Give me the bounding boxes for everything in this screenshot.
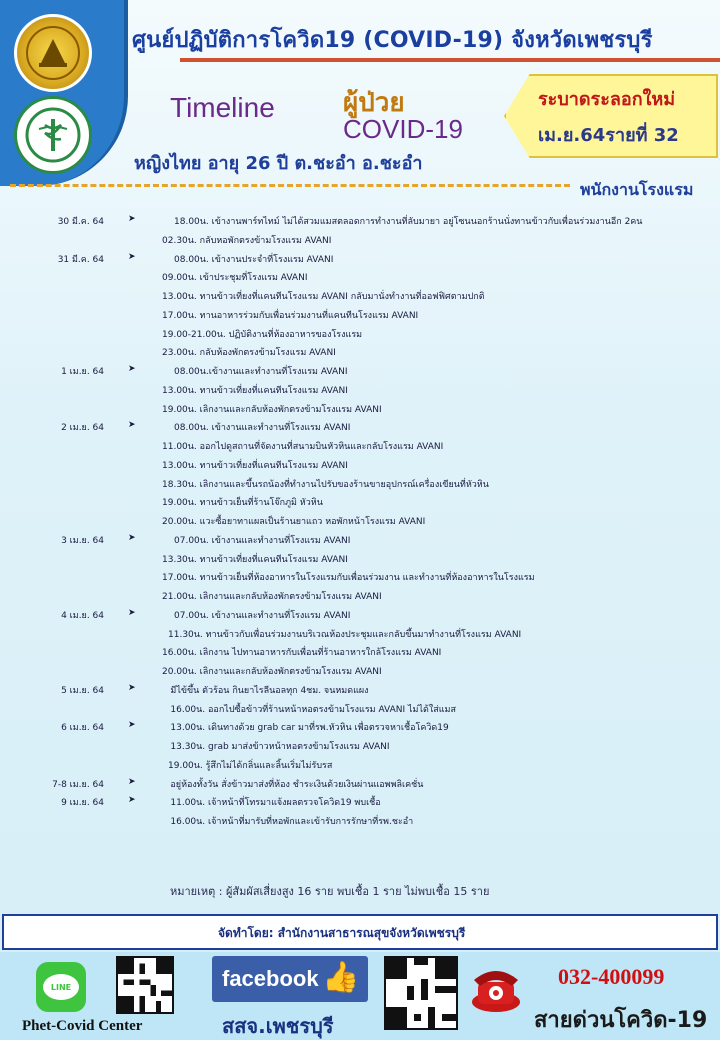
timeline-date: 31 มี.ค. 64 xyxy=(57,254,104,265)
timeline-row xyxy=(0,252,720,270)
page-title: ศูนย์ปฏิบัติการโควิด19 (COVID-19) จังหวัดเพชรบุรี xyxy=(132,28,653,53)
hotline-number[interactable]: 032-400099 xyxy=(558,964,665,989)
timeline-date: 1 เม.ย. 64 xyxy=(61,367,104,377)
timeline-row xyxy=(0,289,720,307)
timeline-event: 08.00น. เข้างานประจำที่โรงแรม AVANI xyxy=(174,254,334,265)
province-seal-icon xyxy=(14,14,92,92)
timeline-row xyxy=(0,758,720,776)
timeline-date: 6 เม.ย. 64 xyxy=(61,723,104,734)
timeline-date: 7-8 เม.ย. 64 xyxy=(52,779,104,790)
arrow-right-icon: ➤ xyxy=(128,251,136,262)
timeline-row xyxy=(0,683,720,701)
timeline-event: 13.00น. ทานข้าวเที่ยงที่แคนทีนโรงแรม AVANI กลับมานั่งทำงานที่ออฟฟิศตามปกติ xyxy=(162,292,485,302)
facebook-qr-code-icon[interactable] xyxy=(384,956,458,1030)
case-badge-number: เม.ย.64รายที่ 32 xyxy=(538,125,679,146)
header-divider xyxy=(10,184,570,187)
timeline-event: 21.00น. เลิกงานและกลับห้องพักตรงข้ามโรงแรม AVANI xyxy=(162,592,382,602)
timeline-row xyxy=(0,514,720,532)
timeline-row xyxy=(0,495,720,513)
timeline-date: 2 เม.ย. 64 xyxy=(61,423,104,434)
arrow-right-icon: ➤ xyxy=(128,532,136,543)
arrow-right-icon: ➤ xyxy=(128,720,136,731)
line-account-label: Phet-Covid Center xyxy=(22,1018,143,1034)
timeline-event: 16.00น. ออกไปซื้อข้าวที่ร้านหน้าหอตรงข้ามโรงแรม AVANI ไม่ได้ใส่แมส xyxy=(170,704,456,715)
timeline-row xyxy=(0,477,720,495)
timeline-event: 18.00น. เข้างานพาร์ทไทม์ ไม่ได้สวมแมสตลอดการทำงานที่ลับมายา อยู่โซนนอกร้านนั่งทานข้าวกับเพื่อนร่วมงานอีก 2คน xyxy=(174,217,643,227)
line-icon-text: LINE xyxy=(43,974,79,1000)
timeline-event: 13.30น. grab มาส่งข้าวหน้าหอตรงข้ามโรงแรม AVANI xyxy=(170,742,390,752)
timeline-event: 16.00น. เลิกงาน ไปทานอาหารกับเพื่อนที่ร้านอาหารใกล้โรงแรม AVANI xyxy=(162,648,442,659)
timeline-event: 11.00น. ออกไปดูสถานที่จัดงานที่สนามบินหัวหินและกลับโรงแรม AVANI xyxy=(162,442,444,452)
patient-occupation: พนักงานโรงแรม xyxy=(580,180,694,199)
hotline-label: สายด่วนโควิด-19 xyxy=(534,1008,708,1033)
timeline-date: 9 เม.ย. 64 xyxy=(61,798,104,809)
timeline-row xyxy=(0,233,720,251)
timeline-date: 30 มี.ค. 64 xyxy=(57,217,104,227)
timeline-event: 16.00น. เจ้าหน้าที่มารับที่หอพักและเข้ารับการรักษาที่รพ.ชะอำ xyxy=(170,817,414,827)
timeline-heading: Timeline xyxy=(170,92,275,123)
timeline-row xyxy=(0,795,720,813)
timeline-event: อยู่ห้องทั้งวัน สั่งข้าวมาส่งที่ห้อง ชำระเงินด้วยเงินผ่านแอพพลิเคชั่น xyxy=(170,779,424,790)
timeline-event: 02.30น. กลับหอพักตรงข้ามโรงแรม AVANI xyxy=(162,235,332,246)
timeline-event: 19.00-21.00น. ปฏิบัติงานที่ห้องอาหารของโรงแรม xyxy=(162,329,363,340)
arrow-right-icon: ➤ xyxy=(128,364,136,374)
timeline-row xyxy=(0,627,720,645)
facebook-logo[interactable]: facebook xyxy=(212,956,368,1002)
case-badge-wave: ระบาดระลอกใหม่ xyxy=(538,89,676,110)
arrow-right-icon: ➤ xyxy=(128,420,136,431)
timeline-event: 11.30น. ทานข้าวกับเพื่อนร่วมงานบริเวณห้องประชุมและกลับขึ้นมาทำงานที่โรงแรม AVANI xyxy=(168,629,522,640)
timeline-row xyxy=(0,345,720,363)
timeline-row xyxy=(0,664,720,682)
timeline-row xyxy=(0,739,720,757)
line-qr-code-icon[interactable] xyxy=(116,956,174,1014)
timeline-event: 08.00น. เข้างานและทำงานที่โรงแรม AVANI xyxy=(174,423,351,434)
timeline-event: 11.00น. เจ้าหน้าที่โทรมาแจ้งผลตรวจโควิด19 พบเชื้อ xyxy=(170,798,381,809)
timeline-row xyxy=(0,383,720,401)
thumbs-up-icon: 👍 xyxy=(322,960,360,995)
timeline-event: 20.00น. แวะซื้อยาทาแผลเป็นร้านยาแถว หอพักหน้าโรงแรม AVANI xyxy=(162,517,426,527)
patient-description: หญิงไทย อายุ 26 ปี ต.ชะอำ อ.ชะอำ xyxy=(134,153,423,174)
timeline-row xyxy=(0,308,720,326)
timeline-event: มีไข้ขึ้น ตัวร้อน กินยาไรลีนอลทุก 4ชม. จนหมดแผง xyxy=(170,685,369,696)
credit-box: จัดทำโดย: สำนักงานสาธารณสุขจังหวัดเพชรบุรี xyxy=(2,914,718,950)
timeline-event: 19.00น. รู้สึกไม่ได้กลิ่นและลิ้นเริ่มไม่รับรส xyxy=(168,760,333,771)
timeline-event: 13.00น. ทานข้าวเที่ยงที่แคนทีนโรงแรม AVANI xyxy=(162,460,348,471)
ministry-of-public-health-seal-icon xyxy=(14,96,92,174)
timeline-event: 19.00น. ทานข้าวเย็นที่ร้านโจ๊กภูมิ หัวหิน xyxy=(162,498,323,509)
arrow-right-icon: ➤ xyxy=(128,776,136,787)
timeline-date: 3 เม.ย. 64 xyxy=(61,535,104,546)
telephone-icon xyxy=(468,962,524,1014)
timeline-row xyxy=(0,777,720,795)
timeline-date: 5 เม.ย. 64 xyxy=(61,685,104,696)
title-underline xyxy=(180,58,720,62)
timeline-row xyxy=(0,420,720,438)
timeline-row xyxy=(0,720,720,738)
timeline-row xyxy=(0,589,720,607)
arrow-right-icon: ➤ xyxy=(128,214,136,224)
patient-heading-covid: COVID-19 xyxy=(343,114,463,144)
timeline-row xyxy=(0,270,720,288)
timeline-date: 4 เม.ย. 64 xyxy=(61,610,104,621)
timeline-event: 08.00น.เข้างานและทำงานที่โรงแรม AVANI xyxy=(174,367,348,377)
timeline-row xyxy=(0,439,720,457)
timeline-row xyxy=(0,552,720,570)
timeline-event: 19.00น. เลิกงานและกลับห้องพักตรงข้ามโรงแรม AVANI xyxy=(162,404,382,415)
timeline-row xyxy=(0,458,720,476)
timeline-row xyxy=(0,214,720,232)
timeline-event: 13.00น. เดินทางด้วย grab car มาที่รพ.หัวหิน เพื่อตรวจหาเชื้อโควิด19 xyxy=(170,723,449,734)
timeline-event: 07.00น. เข้างานและทำงานที่โรงแรม AVANI xyxy=(174,535,351,546)
timeline-event: 09.00น. เข้าประชุมที่โรงแรม AVANI xyxy=(162,273,308,284)
timeline-row xyxy=(0,608,720,626)
timeline-row xyxy=(0,702,720,720)
facebook-page-label: สสจ.เพชรบุรี xyxy=(222,1014,334,1038)
timeline-event: 23.00น. กลับห้องพักตรงข้ามโรงแรม AVANI xyxy=(162,348,336,359)
timeline-event: 18.30น. เลิกงานและขึ้นรถน้องที่ทำงานไปรับของร้านขายอุปกรณ์เครื่องเขียนที่หัวหิน xyxy=(162,479,489,490)
patient-heading-thai: ผู้ป่วย xyxy=(343,88,405,118)
timeline-row xyxy=(0,327,720,345)
line-app-icon[interactable] xyxy=(36,962,86,1012)
timeline-event: 13.30น. ทานข้าวเที่ยงที่แคนทีนโรงแรม AVANI xyxy=(162,554,348,565)
timeline-event: 20.00น. เลิกงานและกลับห้องพักตรงข้ามโรงแรม AVANI xyxy=(162,667,382,677)
timeline-row xyxy=(0,645,720,663)
timeline-row xyxy=(0,364,720,382)
timeline-row xyxy=(0,570,720,588)
arrow-right-icon: ➤ xyxy=(128,607,136,618)
timeline-event: 17.00น. ทานอาหารร่วมกับเพื่อนร่วมงานที่แคนทีนโรงแรม AVANI xyxy=(162,310,419,321)
timeline-row xyxy=(0,814,720,832)
timeline-event: 13.00น. ทานข้าวเที่ยงที่แคนทีนโรงแรม AVANI xyxy=(162,385,348,396)
timeline-row xyxy=(0,533,720,551)
contact-note: หมายเหตุ : ผู้สัมผัสเสี่ยงสูง 16 ราย พบเชื้อ 1 ราย ไม่พบเชื้อ 15 ราย xyxy=(170,885,490,898)
timeline-event: 17.00น. ทานข้าวเย็นที่ห้องอาหารในโรงแรมกับเพื่อนร่วมงาน และทำงานที่ห้องอาหารในโรงแรม xyxy=(162,573,535,584)
arrow-right-icon: ➤ xyxy=(128,682,136,693)
timeline-row xyxy=(0,402,720,420)
timeline-event: 07.00น. เข้างานและทำงานที่โรงแรม AVANI xyxy=(174,610,351,621)
arrow-right-icon: ➤ xyxy=(128,795,136,806)
